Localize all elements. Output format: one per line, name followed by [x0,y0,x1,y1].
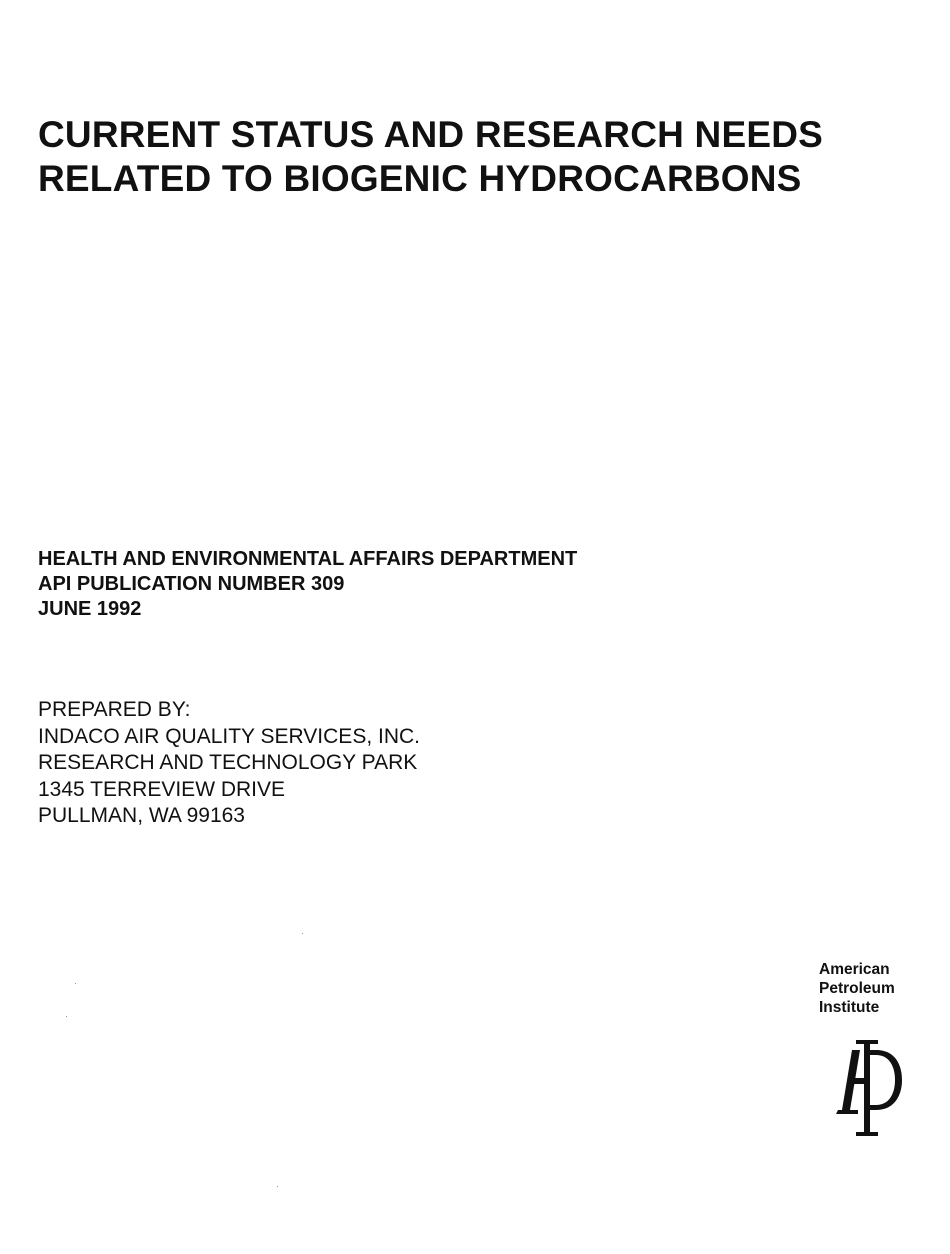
company-name: INDACO AIR QUALITY SERVICES, INC. [38,724,420,748]
company-street: 1345 TERREVIEW DRIVE [38,777,286,801]
prepared-by-block [38,697,420,830]
org-line-2: Petroleum [819,980,895,997]
publication-info [38,547,577,622]
department-name: HEALTH AND ENVIRONMENTAL AFFAIRS DEPARTMENT [38,548,578,570]
document-title [38,113,823,201]
org-line-1: American [819,961,890,978]
publication-number: API PUBLICATION NUMBER 309 [38,573,345,595]
title-line-2: RELATED TO BIOGENIC HYDROCARBONS [38,158,802,199]
org-line-3: Institute [819,999,880,1016]
organization-name [819,960,895,1017]
api-monogram-icon [832,1038,904,1138]
title-line-1: CURRENT STATUS AND RESEARCH NEEDS [38,114,824,155]
scan-speck [302,933,303,934]
company-park: RESEARCH AND TECHNOLOGY PARK [38,751,418,774]
scan-speck [277,1186,278,1187]
publication-date: JUNE 1992 [38,598,142,620]
scan-speck [66,1016,67,1017]
prepared-by-label: PREPARED BY: [38,698,191,721]
scan-speck [75,983,76,984]
company-city: PULLMAN, WA 99163 [38,804,245,827]
